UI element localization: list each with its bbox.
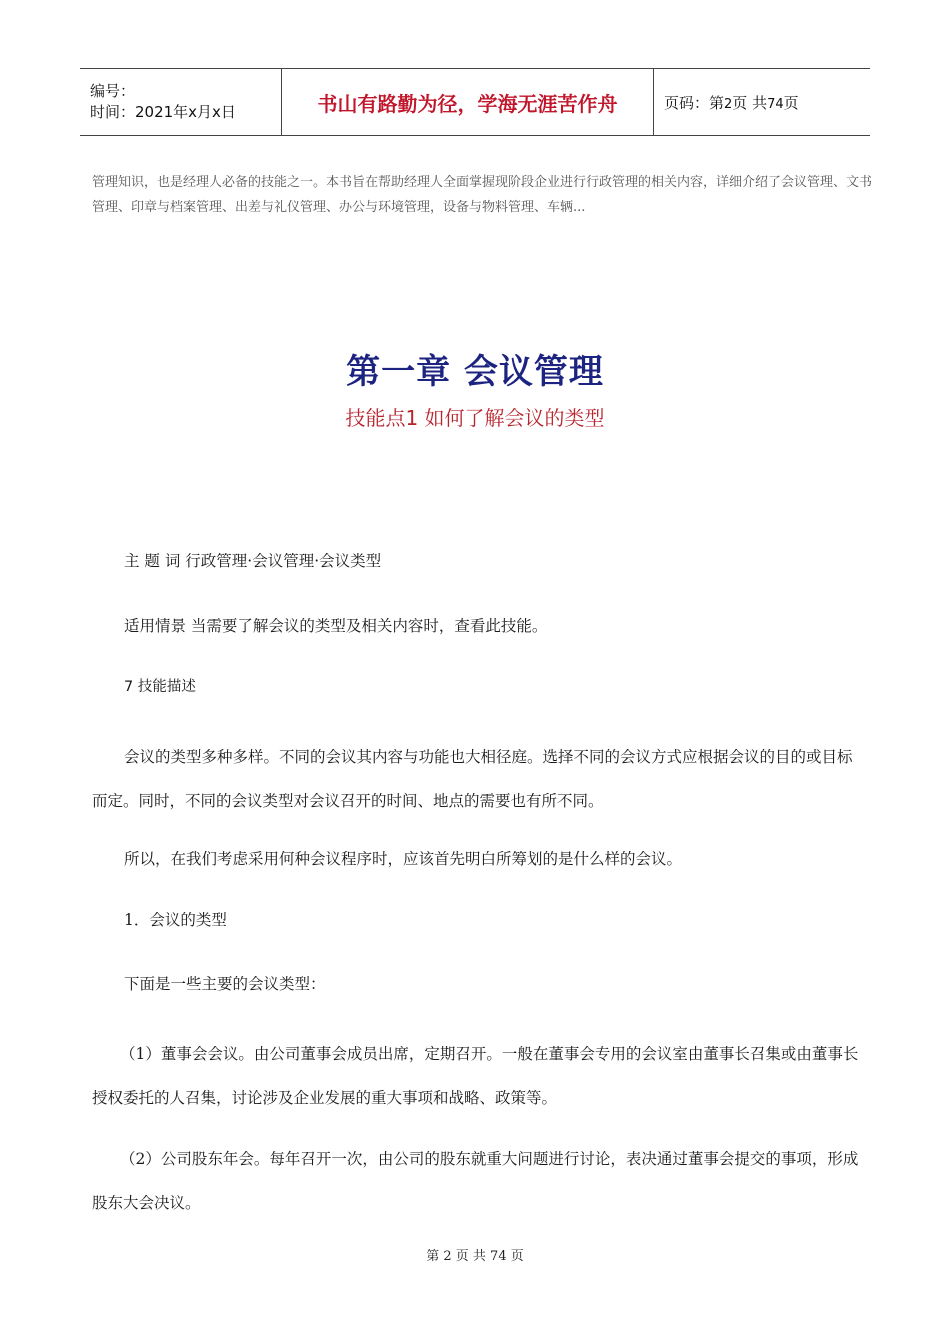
- paragraph-1: 会议的类型多种多样。不同的会议其内容与功能也大相径庭。选择不同的会议方式应根据会议的目的或目标而定。同时，不同的会议类型对会议召开的时间、地点的需要也有所不同。: [92, 748, 853, 810]
- header-motto-text: 书山有路勤为径，学海无涯苦作舟: [317, 91, 618, 116]
- skill-desc-heading: 7 技能描述: [124, 679, 196, 695]
- list-item-2: （2）公司股东年会。每年召开一次，由公司的股东就重大问题进行讨论，表决通过董事会提交的事项，形成股东大会决议。: [92, 1150, 859, 1212]
- header-page-total: 74: [767, 96, 784, 112]
- header-page-num: 2: [724, 96, 733, 112]
- scenario-line: 适用情景 当需要了解会议的类型及相关内容时，查看此技能。: [124, 617, 548, 635]
- document-header: [80, 68, 870, 136]
- list-item-1: （1）董事会会议。由公司董事会成员出席，定期召开。一般在董事会专用的会议室由董事长召集或由董事长授权委托的人召集，讨论涉及企业发展的重大事项和战略、政策等。: [92, 1045, 859, 1107]
- page-footer: 第 2 页 共 74 页: [426, 1249, 524, 1264]
- header-page-prefix: 页码：第: [664, 93, 725, 112]
- intro-line: 下面是一些主要的会议类型：: [124, 975, 326, 993]
- header-meta: [80, 69, 282, 135]
- abstract-text: 管理知识，也是经理人必备的技能之一。本书旨在帮助经理人全面掌握现阶段企业进行行政管理的相关内容，详细介绍了会议管理、文书管理、印章与档案管理、出差与礼仪管理、办公与环境管理，设备与物料管理、车辆...: [92, 175, 873, 215]
- header-page-suffix: 页: [783, 93, 799, 112]
- header-page-mid: 页 共: [732, 93, 768, 112]
- header-page-info: [654, 69, 870, 135]
- paragraph-2: 所以，在我们考虑采用何种会议程序时，应该首先明白所筹划的是什么样的会议。: [124, 850, 683, 868]
- keywords-line: 主 题 词 行政管理·会议管理·会议类型: [124, 552, 382, 570]
- header-motto: [282, 69, 654, 135]
- chapter-title: 第一章 会议管理: [346, 352, 604, 392]
- skill-title: 技能点1 如何了解会议的类型: [345, 406, 605, 430]
- header-time-label: 时间：2021年x月x日: [90, 103, 236, 121]
- header-number-label: 编号：: [90, 82, 136, 100]
- section-heading-1: 1．会议的类型: [124, 911, 227, 929]
